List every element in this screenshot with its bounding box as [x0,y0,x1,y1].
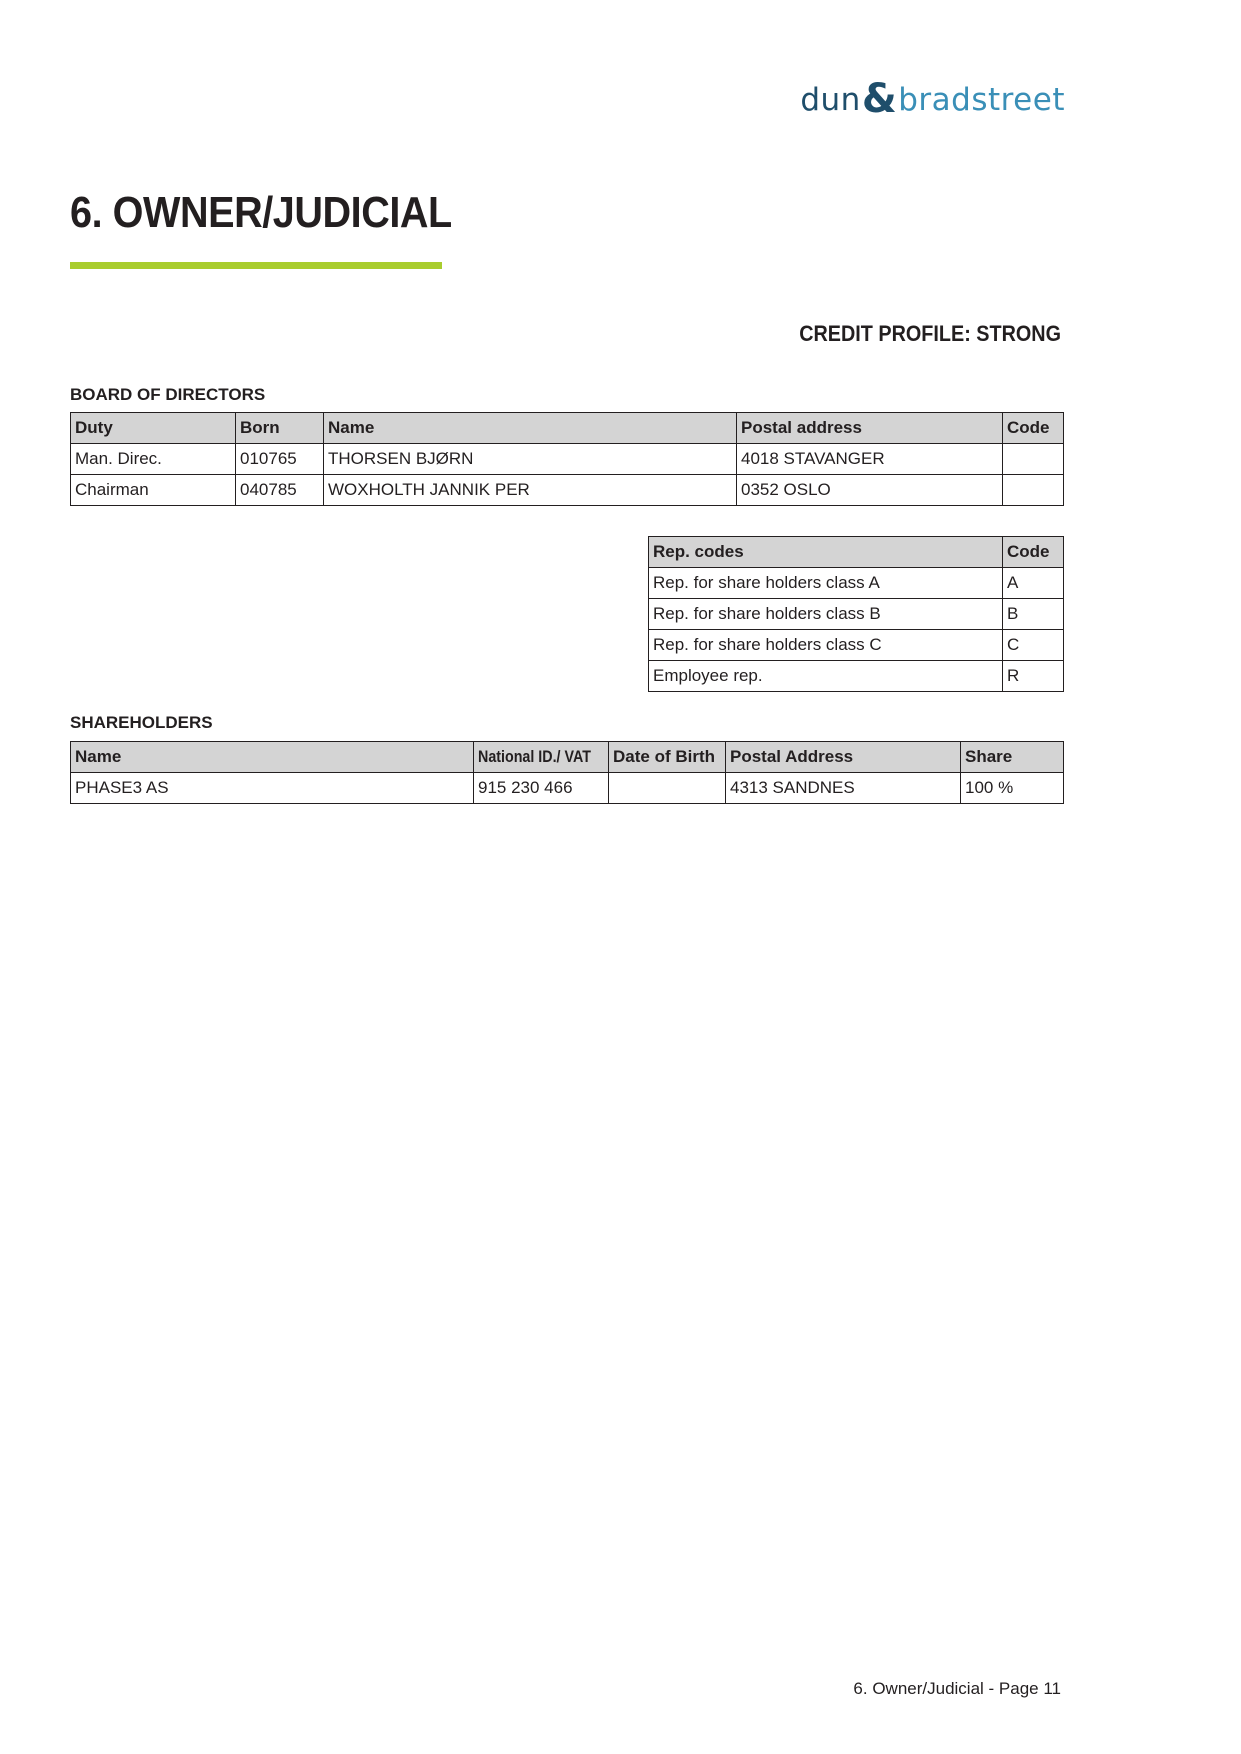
column-header-national-id [474,742,609,773]
cell-rep-code-description: Rep. for share holders class B [649,599,1003,630]
cell-postal-address: 4313 SANDNES [726,773,961,804]
table-row [649,630,1064,661]
cell-code: B [1003,599,1064,630]
column-header-share: Share [961,742,1064,773]
column-header-name: Name [71,742,474,773]
table-header-row [71,742,1064,773]
column-header-code: Code [1003,537,1064,568]
dun-bradstreet-logo [800,78,1065,122]
column-header-rep-codes: Rep. codes [649,537,1003,568]
cell-date-of-birth [609,773,726,804]
shareholders-table [70,741,1064,804]
cell-postal-address: 0352 OSLO [737,475,1003,506]
cell-code [1003,475,1064,506]
credit-profile: CREDIT PROFILE: STRONG [799,321,1061,346]
column-header-date-of-birth: Date of Birth [609,742,726,773]
column-header-postal-address: Postal address [737,413,1003,444]
column-header-code: Code [1003,413,1064,444]
page-title: 6. OWNER/JUDICIAL [70,188,452,237]
shareholders-label: SHAREHOLDERS [70,713,213,732]
column-header-duty: Duty [71,413,236,444]
cell-national-id: 915 230 466 [474,773,609,804]
rep-codes-table [648,536,1064,692]
table-header-row [71,413,1064,444]
table-row [649,661,1064,692]
logo-ampersand: & [861,76,898,122]
column-header-national-id-label: National ID./ VAT [478,747,591,766]
board-of-directors-table [70,412,1064,506]
cell-duty: Man. Direc. [71,444,236,475]
cell-share: 100 % [961,773,1064,804]
column-header-postal-address: Postal Address [726,742,961,773]
cell-rep-code-description: Rep. for share holders class C [649,630,1003,661]
cell-postal-address: 4018 STAVANGER [737,444,1003,475]
page-footer: 6. Owner/Judicial - Page 11 [853,1679,1061,1698]
table-row [649,568,1064,599]
cell-born: 010765 [236,444,324,475]
cell-code: A [1003,568,1064,599]
cell-rep-code-description: Employee rep. [649,661,1003,692]
cell-code: R [1003,661,1064,692]
cell-code: C [1003,630,1064,661]
cell-name: WOXHOLTH JANNIK PER [324,475,737,506]
board-of-directors-label: BOARD OF DIRECTORS [70,385,266,404]
title-underline [70,262,442,269]
logo-bradstreet: bradstreet [898,82,1065,118]
cell-name: PHASE3 AS [71,773,474,804]
cell-born: 040785 [236,475,324,506]
cell-name: THORSEN BJØRN [324,444,737,475]
logo-dun: dun [800,82,861,118]
table-header-row [649,537,1064,568]
table-row [71,773,1064,804]
table-row [71,444,1064,475]
cell-code [1003,444,1064,475]
table-row [71,475,1064,506]
cell-duty: Chairman [71,475,236,506]
cell-rep-code-description: Rep. for share holders class A [649,568,1003,599]
column-header-name: Name [324,413,737,444]
table-row [649,599,1064,630]
column-header-born: Born [236,413,324,444]
